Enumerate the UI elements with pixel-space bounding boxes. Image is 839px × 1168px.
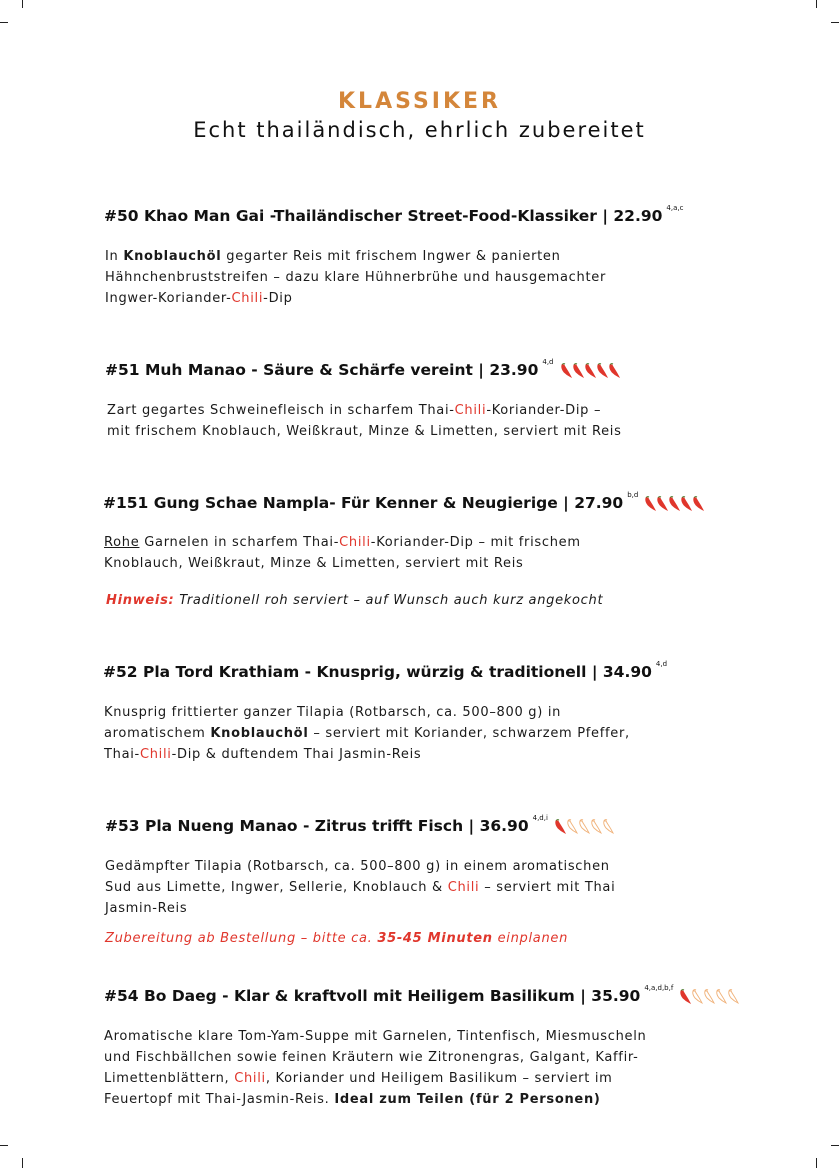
item-description: Aromatische klare Tom-Yam-Suppe mit Garnelen, Tintenfisch, Miesmuscheln und Fischbällchen sowie feinen Kräutern wie Zitronengras, Galgant, Kaffir- Limettenblättern, Chili, Koriander und Heiligem Basilikum – serviert im Feuertopf mit Thai-Jasmin-Reis. Ideal zum Teilen (für 2 Personen) — [104, 1029, 647, 1107]
highlight-text: Ideal zum Teilen (für 2 Personen) — [334, 1092, 601, 1107]
chili-filled-icon — [572, 362, 584, 378]
menu-item-151 — [103, 493, 704, 513]
underlined-text: Rohe — [104, 535, 140, 550]
item-title-row — [104, 986, 739, 1006]
allergen-codes: 4,a,d,b,f — [644, 984, 674, 992]
allergen-codes: 4,a,c — [666, 204, 684, 212]
chili-filled-icon — [680, 495, 692, 511]
spice-rating — [644, 495, 704, 511]
item-description: In Knoblauchöl gegarter Reis mit frischem Ingwer & panierten Hähnchenbruststreifen – dazu klare Hühnerbrühe und hausgemachter Ingwer-Koriander-Chili-Dip — [105, 249, 607, 306]
crop-mark — [831, 22, 839, 23]
allergen-codes: 4,d — [542, 358, 554, 366]
chili-outline-icon — [715, 988, 727, 1004]
chili-outline-icon — [691, 988, 703, 1004]
chili-filled-icon — [560, 362, 572, 378]
menu-item-52 — [103, 662, 667, 682]
item-description: Knusprig frittierter ganzer Tilapia (Rotbarsch, ca. 500–800 g) in aromatischem Knoblauchöl – serviert mit Koriander, schwarzem Pfeffer, Thai-Chili-Dip & duftendem Thai Jasmin-Reis — [104, 705, 630, 762]
crop-mark — [0, 22, 8, 23]
item-title: #52 Pla Tord Krathiam - Knusprig, würzig & traditionell | 34.90 — [103, 663, 652, 681]
item-note: Zubereitung ab Bestellung – bitte ca. 35-45 Minuten einplanen — [105, 931, 569, 946]
chili-filled-icon — [608, 362, 620, 378]
chili-filled-icon — [692, 495, 704, 511]
highlight-text: Knoblauchöl — [123, 249, 222, 264]
item-title-row — [103, 662, 667, 682]
item-description: Zart gegartes Schweinefleisch in scharfem Thai-Chili-Koriander-Dip – mit frischem Knoblauch, Weißkraut, Minze & Limetten, serviert mit Reis — [107, 403, 622, 439]
chili-outline-icon — [590, 818, 602, 834]
spice-rating — [679, 988, 739, 1004]
crop-mark — [22, 0, 23, 8]
chili-outline-icon — [602, 818, 614, 834]
note-label: Hinweis: — [106, 593, 175, 608]
crop-mark — [22, 1158, 23, 1168]
chili-word: Chili — [447, 880, 480, 895]
section-title: KLASSIKER — [338, 89, 501, 114]
menu-item-51 — [105, 360, 620, 380]
chili-filled-icon — [554, 818, 566, 834]
crop-mark — [816, 0, 817, 8]
spice-rating — [560, 362, 620, 378]
menu-item-54 — [104, 986, 739, 1006]
item-title: #53 Pla Nueng Manao - Zitrus trifft Fisch | 36.90 — [105, 817, 529, 835]
note-text: Traditionell roh serviert – auf Wunsch auch kurz angekocht — [174, 593, 604, 608]
crop-mark — [816, 1158, 817, 1168]
allergen-codes: 4,d — [655, 660, 668, 668]
item-description: Gedämpfter Tilapia (Rotbarsch, ca. 500–800 g) in einem aromatischen Sud aus Limette, Ingwer, Sellerie, Knoblauch & Chili – serviert mit Thai Jasmin-Reis — [105, 859, 616, 916]
chili-filled-icon — [668, 495, 680, 511]
highlight-text: Knoblauchöl — [210, 726, 309, 741]
item-title-row — [103, 493, 704, 513]
chili-outline-icon — [703, 988, 715, 1004]
item-title: #54 Bo Daeg - Klar & kraftvoll mit Heiligem Basilikum | 35.90 — [104, 987, 641, 1005]
item-title-row — [104, 206, 683, 226]
menu-item-50 — [104, 206, 683, 226]
chili-outline-icon — [578, 818, 590, 834]
chili-word: Chili — [139, 747, 172, 762]
allergen-codes: 4,d,i — [532, 814, 548, 822]
item-note — [106, 591, 603, 611]
chili-filled-icon — [584, 362, 596, 378]
chili-filled-icon — [679, 988, 691, 1004]
item-title-row — [105, 360, 620, 380]
chili-outline-icon — [727, 988, 739, 1004]
note-duration: 35-45 Minuten — [377, 931, 493, 946]
item-title: #51 Muh Manao - Säure & Schärfe vereint | 23.90 — [105, 361, 539, 379]
allergen-codes: b,d — [627, 491, 639, 499]
chili-word: Chili — [234, 1071, 266, 1086]
chili-outline-icon — [566, 818, 578, 834]
chili-word: Chili — [231, 291, 264, 306]
spice-rating — [554, 818, 614, 834]
chili-word: Chili — [454, 403, 487, 418]
item-description: Rohe Garnelen in scharfem Thai-Chili-Koriander-Dip – mit frischem Knoblauch, Weißkraut, Minze & Limetten, serviert mit Reis — [104, 535, 581, 571]
item-title: #151 Gung Schae Nampla- Für Kenner & Neugierige | 27.90 — [103, 494, 624, 512]
crop-mark — [0, 1145, 8, 1146]
section-subtitle: Echt thailändisch, ehrlich zubereitet — [193, 118, 646, 142]
chili-filled-icon — [596, 362, 608, 378]
chili-filled-icon — [656, 495, 668, 511]
chili-word: Chili — [339, 535, 371, 550]
item-title-row — [105, 816, 614, 836]
item-title: #50 Khao Man Gai -Thailändischer Street-Food-Klassiker | 22.90 — [104, 207, 663, 225]
menu-item-53 — [105, 816, 614, 836]
chili-filled-icon — [644, 495, 656, 511]
crop-mark — [831, 1145, 839, 1146]
